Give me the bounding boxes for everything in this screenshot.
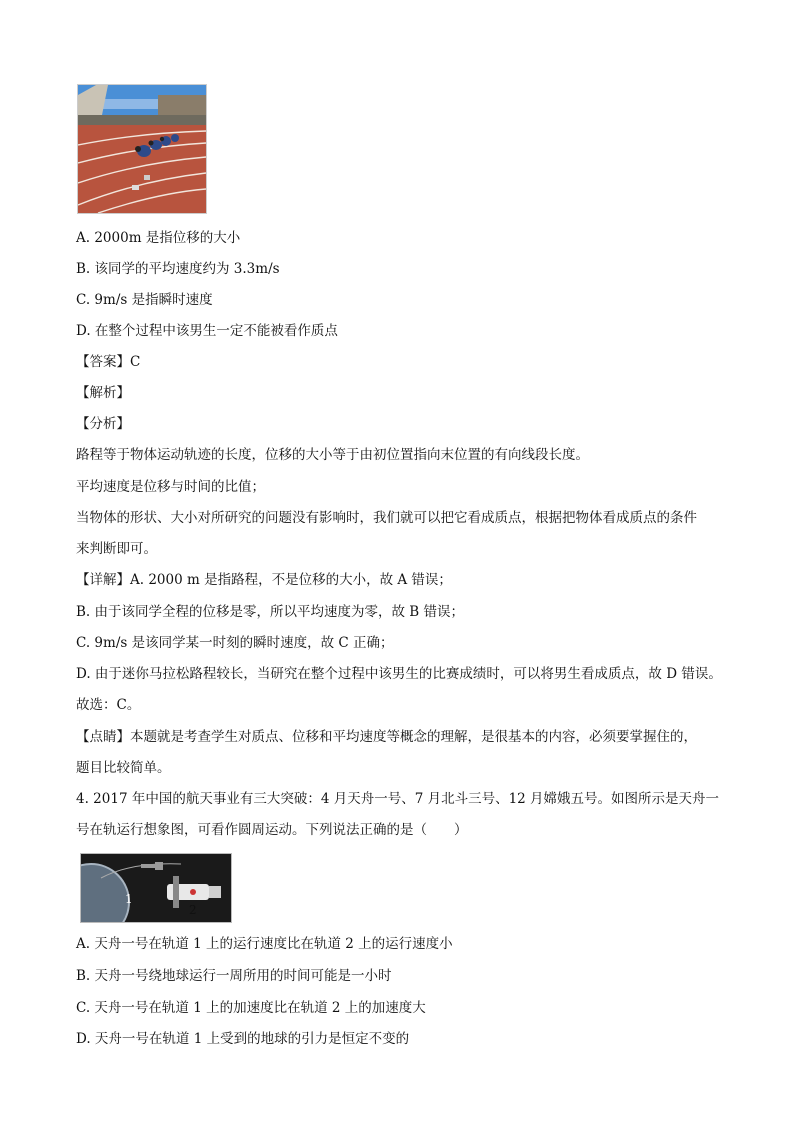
detail-line-4: D. 由于迷你马拉松路程较长，当研究在整个过程中该男生的比赛成绩时，可以将男生看成质点，故 D 错误。 <box>76 666 722 682</box>
runners-track-photo <box>77 84 207 214</box>
q3-option-d: D. 在整个过程中该男生一定不能被看作质点 <box>76 323 338 339</box>
fenxi-header: 【分析】 <box>76 416 130 432</box>
detail-line-5: 故选：C。 <box>76 697 141 713</box>
orbit-label-2: 2 <box>189 903 197 917</box>
q3-option-b: B. 该同学的平均速度约为 3.3m/s <box>76 261 280 277</box>
analysis-line-3: 当物体的形状、大小对所研究的问题没有影响时，我们就可以把它看成质点，根据把物体看成质点的条件 <box>76 510 697 526</box>
jiexi-header: 【解析】 <box>76 385 130 401</box>
detail-line-1: 【详解】A. 2000 m 是指路程，不是位移的大小，故 A 错误； <box>76 572 452 588</box>
tianzhou-orbit-figure <box>80 853 232 923</box>
detail-line-2: B. 由于该同学全程的位移是零，所以平均速度为零，故 B 错误； <box>76 604 465 620</box>
detail-line-3: C. 9m/s 是该同学某一时刻的瞬时速度，故 C 正确； <box>76 635 394 651</box>
q4-stem-line-2: 号在轨运行想象图，可看作圆周运动。下列说法正确的是（ ） <box>76 822 468 838</box>
q4-option-d: D. 天舟一号在轨道 1 上受到的地球的引力是恒定不变的 <box>76 1031 410 1047</box>
comment-line-1: 【点睛】本题就是考查学生对质点、位移和平均速度等概念的理解，是很基本的内容，必须要掌握住的， <box>76 729 697 745</box>
analysis-line-2: 平均速度是位移与时间的比值； <box>76 479 265 495</box>
q4-option-a: A. 天舟一号在轨道 1 上的运行速度比在轨道 2 上的运行速度小 <box>76 936 453 952</box>
q4-stem-line-1: 4. 2017 年中国的航天事业有三大突破：4 月天舟一号、7 月北斗三号、12 月嫦娥五号。如图所示是天舟一 <box>76 791 720 807</box>
orbit-label-1: 1 <box>125 892 133 906</box>
q4-option-c: C. 天舟一号在轨道 1 上的加速度比在轨道 2 上的加速度大 <box>76 1000 426 1016</box>
comment-line-2: 题目比较简单。 <box>76 760 171 776</box>
q3-option-a: A. 2000m 是指位移的大小 <box>76 230 241 246</box>
analysis-line-4: 来判断即可。 <box>76 541 157 557</box>
q4-option-b: B. 天舟一号绕地球运行一周所用的时间可能是一小时 <box>76 968 392 984</box>
analysis-line-1: 路程等于物体运动轨迹的长度，位移的大小等于由初位置指向末位置的有向线段长度。 <box>76 447 589 463</box>
q3-option-c: C. 9m/s 是指瞬时速度 <box>76 292 213 308</box>
answer-line: 【答案】C <box>76 354 141 370</box>
